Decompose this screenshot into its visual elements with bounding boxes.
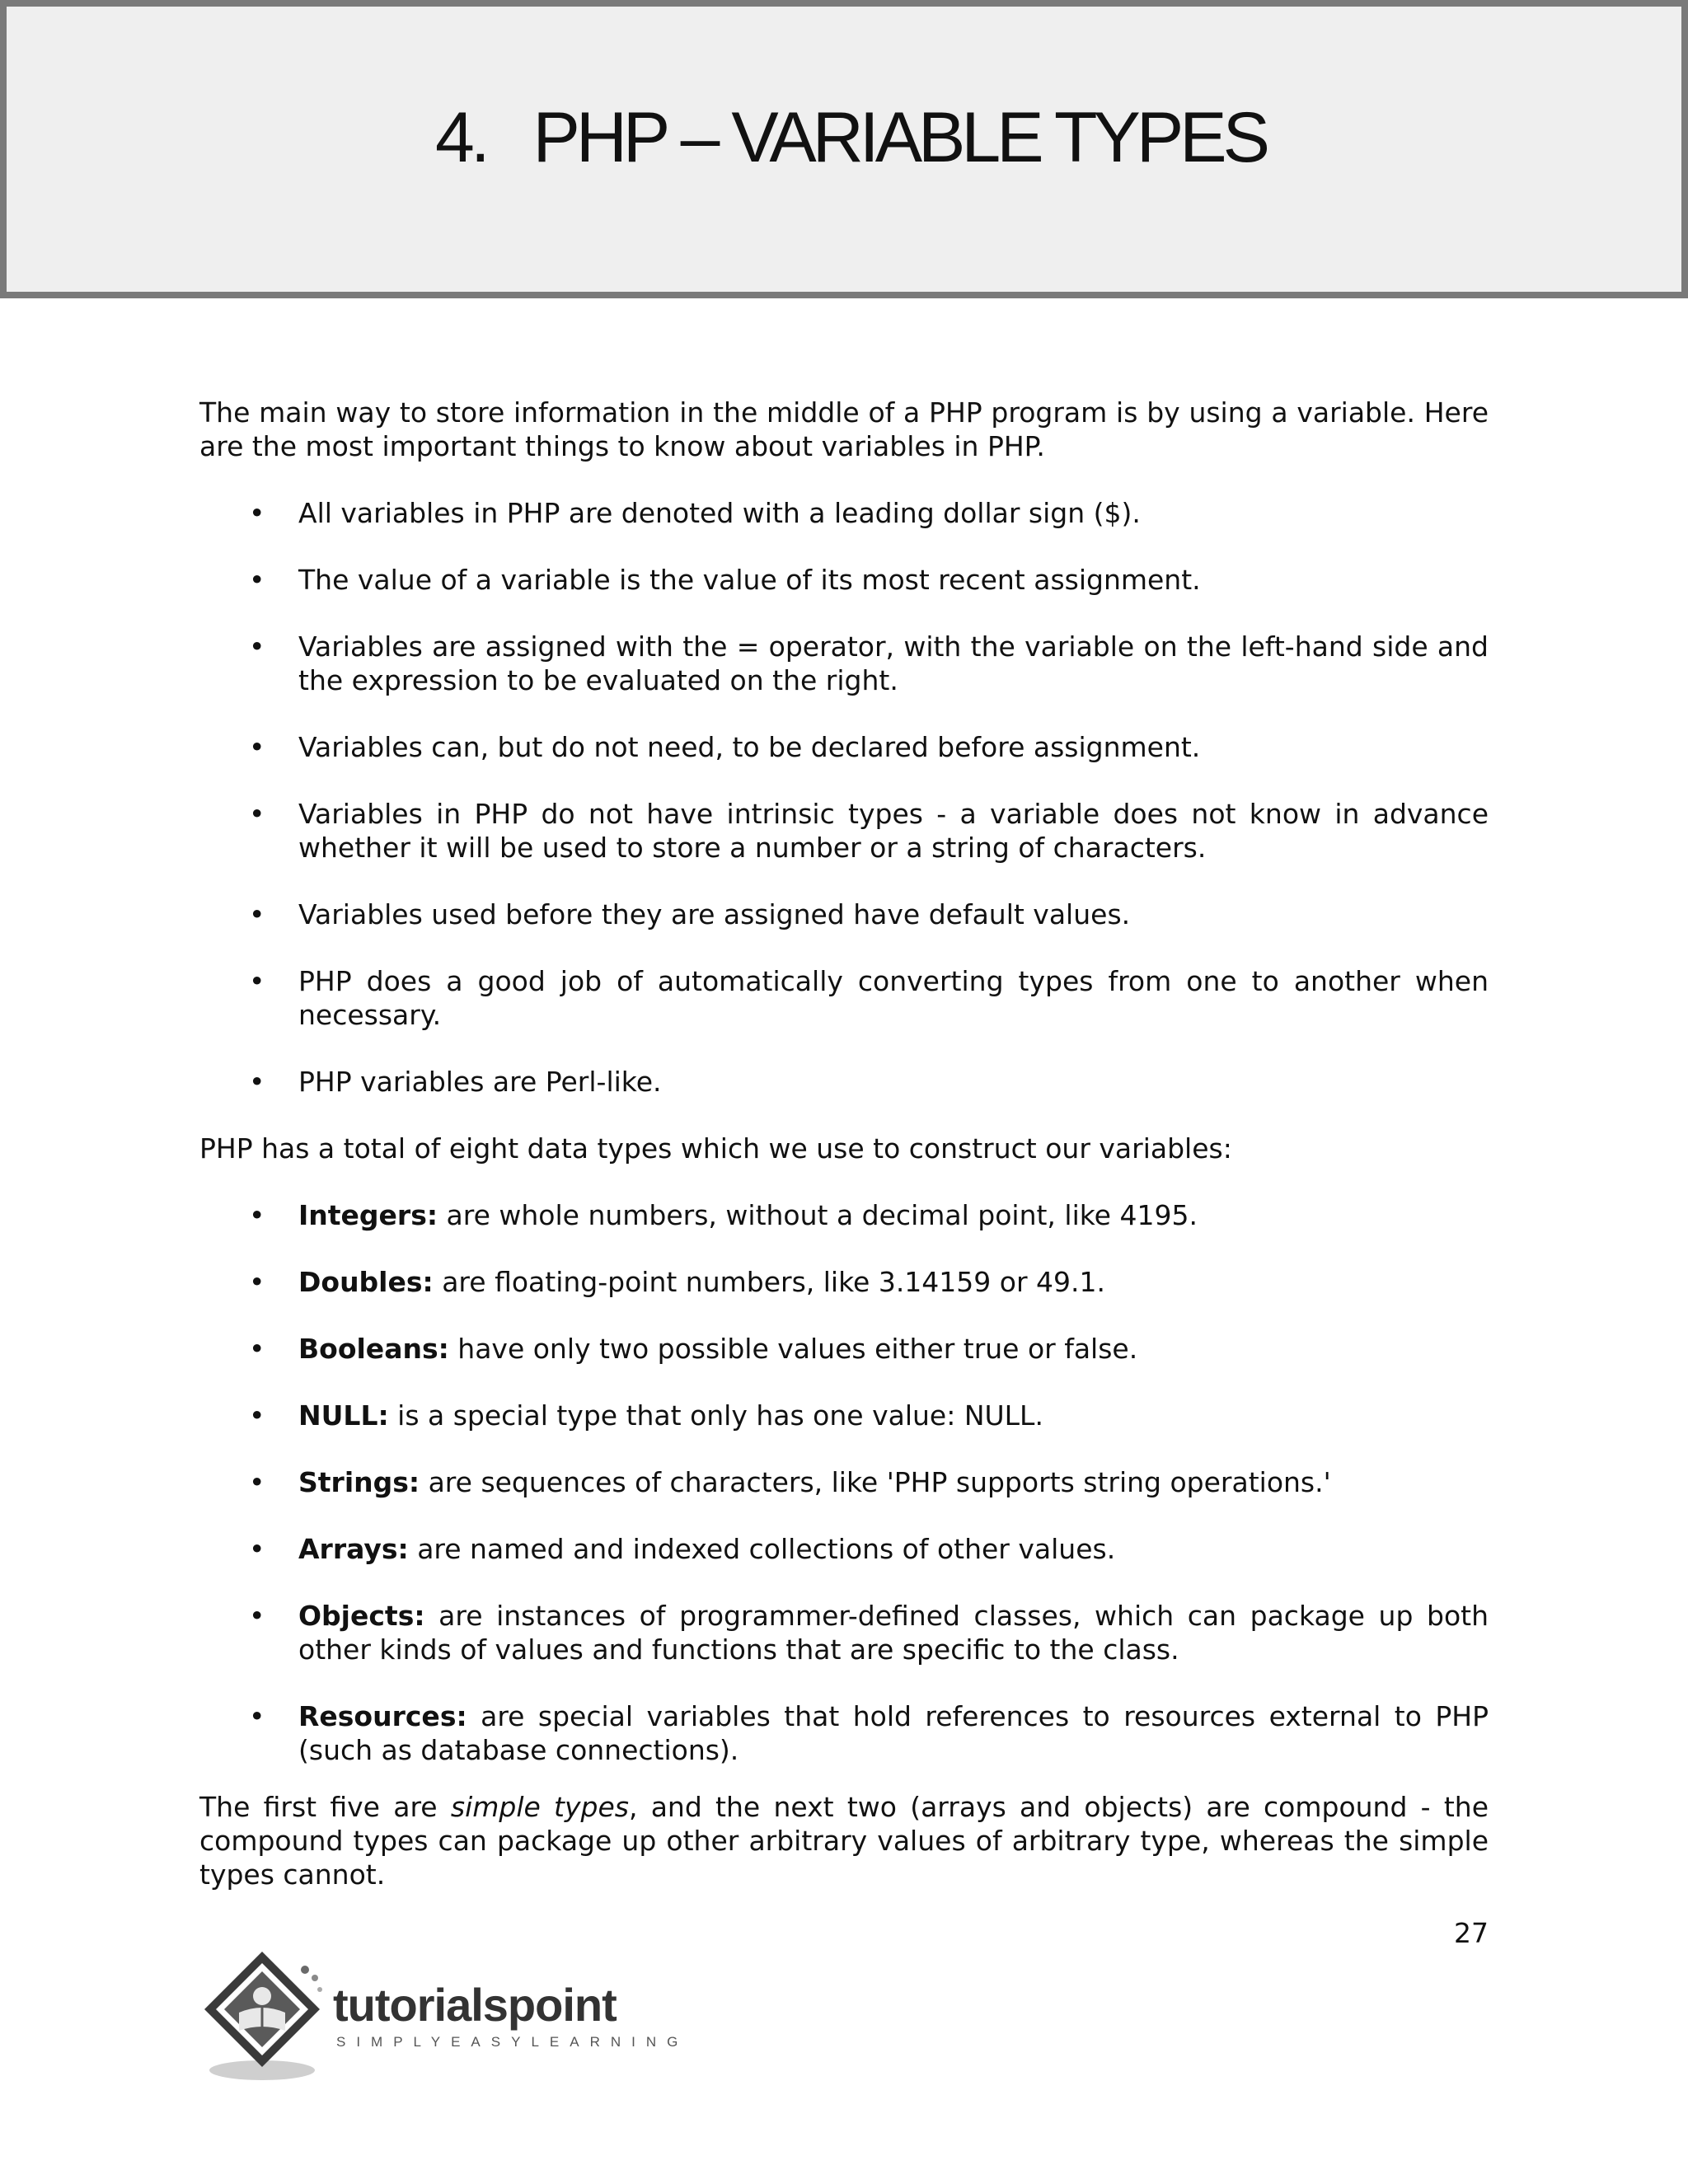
bullet-icon: • [249,731,265,763]
list-item-text: Variables in PHP do not have intrinsic types - a variable does not know in advance whether it will be used to store a number or a string of characters. [298,798,1489,864]
logo-emblem-icon [196,1945,336,2085]
type-description: are whole numbers, without a decimal point, like 4195. [438,1199,1198,1231]
list-item [199,797,1489,865]
type-description: have only two possible values either true or false. [448,1333,1138,1365]
types-intro-paragraph: PHP has a total of eight data types which we use to construct our variables: [199,1132,1232,1165]
type-description: are instances of programmer-defined classes, which can package up both other kinds of values and functions that are specific to the class. [298,1600,1489,1666]
list-item [199,1399,1489,1432]
type-term: Doubles: [298,1266,434,1298]
list-item [199,1265,1489,1299]
bullet-icon: • [249,630,265,663]
list-item [199,898,1489,931]
list-item [199,964,1489,1032]
list-item-text: PHP variables are Perl-like. [298,1066,662,1098]
type-term: Objects: [298,1600,425,1632]
bullet-icon: • [249,497,265,529]
type-description: are floating-point numbers, like 3.14159 or 49.1. [433,1266,1105,1298]
closing-emphasis: simple types [450,1791,629,1823]
bullet-icon: • [249,1466,265,1498]
page-body [199,396,1489,1924]
logo-wordmark: tutorialspoint [333,1979,617,2031]
data-types-list [199,1198,1489,1767]
list-item [199,730,1489,764]
list-item [199,1465,1489,1499]
closing-text-start: The first five are [199,1791,451,1823]
list-item [199,1532,1489,1566]
chapter-header [0,0,1688,298]
list-item [199,1332,1489,1366]
list-item [199,1198,1489,1232]
tutorialspoint-logo [196,1945,691,2085]
type-term: Resources: [298,1700,467,1732]
list-item [199,1065,1489,1099]
type-description: is a special type that only has one value: NULL. [388,1399,1043,1432]
type-term: Booleans: [298,1333,449,1365]
type-term: Strings: [298,1466,420,1498]
bullet-icon: • [249,798,265,830]
list-item-text: Variables can, but do not need, to be declared before assignment. [298,731,1201,763]
bullet-icon: • [249,965,265,997]
list-item-text: Variables used before they are assigned have default values. [298,898,1131,930]
type-term: Arrays: [298,1533,409,1565]
closing-text-end: , and the next two (arrays and objects) are compound - the compound types can package up other arbitrary values of arbitrary type, whereas the simple types cannot. [199,1791,1489,1891]
type-description: are named and indexed collections of other values. [408,1533,1116,1565]
bullet-icon: • [249,1399,265,1432]
list-item [199,1599,1489,1666]
list-item-text: All variables in PHP are denoted with a leading dollar sign ($). [298,497,1141,529]
closing-paragraph [199,1790,1489,1891]
page-number: 27 [1454,1917,1489,1949]
list-item [199,496,1489,530]
bullet-icon: • [249,898,265,930]
bullet-icon: • [249,1066,265,1098]
chapter-title [7,97,1688,179]
list-item-text: PHP does a good job of automatically converting types from one to another when necessary. [298,965,1489,1031]
bullet-icon: • [249,1266,265,1298]
list-item-text: The value of a variable is the value of its most recent assignment. [298,564,1201,596]
bullet-icon: • [249,1533,265,1565]
bullet-icon: • [249,1700,265,1732]
type-term: Integers: [298,1199,438,1231]
chapter-heading: PHP – VARIABLE TYPES [532,98,1266,177]
intro-paragraph: The main way to store information in the middle of a PHP program is by using a variable. Here are the most important things to know about variables in PHP. [199,396,1489,462]
bullet-icon: • [249,1199,265,1231]
variable-facts-list [199,496,1489,1099]
list-item [199,1699,1489,1767]
list-item-text: Variables are assigned with the = operator, with the variable on the left-hand side and the expression to be evaluated on the right. [298,630,1489,696]
list-item [199,563,1489,597]
list-item [199,630,1489,697]
bullet-icon: • [249,564,265,596]
type-term: NULL: [298,1399,389,1432]
logo-tagline: SIMPLYEASYLEARNING [336,2034,689,2050]
type-description: are sequences of characters, like 'PHP supports string operations.' [420,1466,1331,1498]
bullet-icon: • [249,1600,265,1632]
bullet-icon: • [249,1333,265,1365]
chapter-number: 4. [435,98,486,177]
type-description: are special variables that hold references to resources external to PHP (such as database connections). [298,1700,1489,1766]
